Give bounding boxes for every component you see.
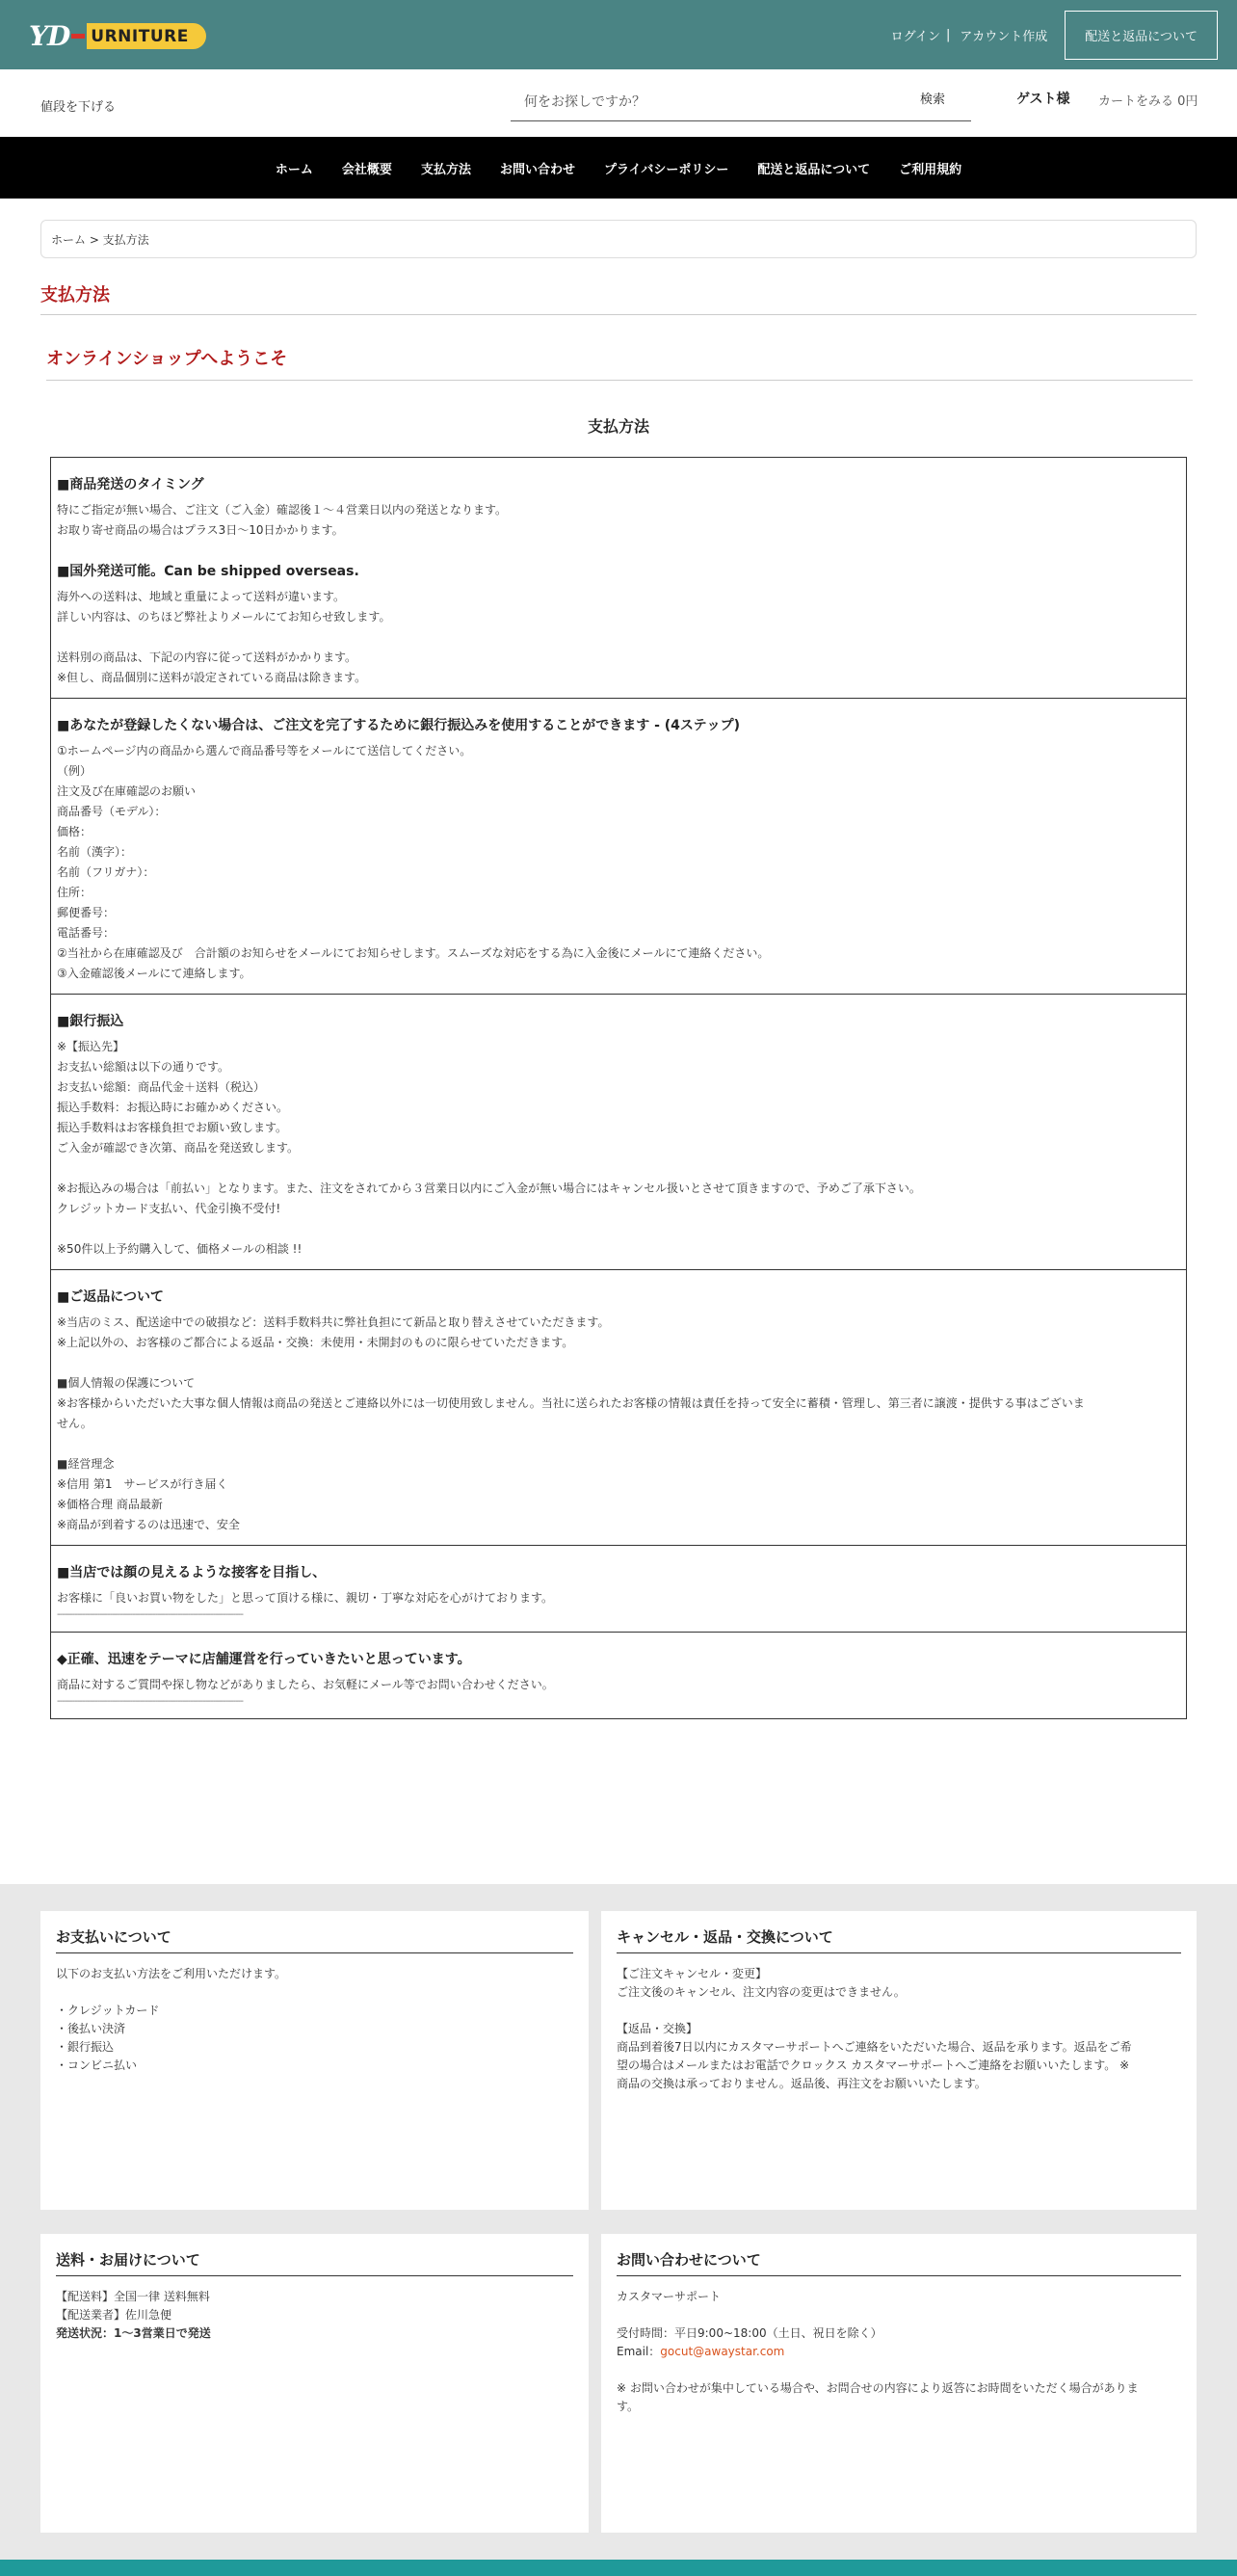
box-text: クレジットカード支払い、代金引換不受付! (57, 1202, 281, 1215)
box-text: 振込手数料：お振込時にお確かめください。 (57, 1101, 289, 1114)
shipping-timing-box (51, 458, 1186, 699)
breadcrumb[interactable]: ホーム > 支払方法 (40, 220, 1197, 258)
footer-text: ・後払い決済 (56, 2022, 126, 2035)
box-text: 住所： (57, 886, 92, 899)
box-text: 注文及び在庫確認のお願い (57, 784, 197, 798)
box-text: ※但し、商品個別に送料が設定されている商品は除きます。 (57, 671, 367, 684)
footer-text: ※ お問い合わせが集中している場合や、お問合せの内容により返答にお時間をいただく場合がありま (617, 2381, 1139, 2395)
logo-wordmark: URNITURE (87, 23, 206, 49)
spacer (56, 1983, 573, 2002)
contact-policy-box (51, 1633, 1186, 1718)
welcome-heading: オンラインショップへようこそ (46, 349, 288, 369)
search-bar-row (0, 69, 1237, 137)
spacer (617, 2361, 1181, 2379)
search-button[interactable]: 検索 (920, 89, 945, 107)
nav-contact[interactable]: お問い合わせ (499, 162, 575, 177)
footer-card-title: 送料・お届けについて (56, 2249, 573, 2276)
box-text: ご入金が確認でき次第、商品を発送致します。 (57, 1141, 300, 1155)
box-text: お支払い総額は以下の通りです。 (57, 1060, 230, 1074)
register-link[interactable]: アカウント作成 (960, 29, 1048, 44)
box-text: 名前（フリガナ）： (57, 865, 155, 879)
box-text: ※信用 第1 サービスが行き届く (57, 1477, 228, 1491)
bank-transfer-box (51, 995, 1186, 1270)
spacer (57, 1434, 1180, 1454)
payment-info-table (50, 457, 1187, 1719)
box-text: ■経営理念 (57, 1457, 115, 1471)
box-text: 送料別の商品は、下記の内容に従って送料がかかります。 (57, 651, 357, 664)
welcome-divider (46, 380, 1193, 381)
footer-text: ご注文後のキャンセル、注文内容の変更はできません。 (617, 1985, 906, 1999)
footer-text: す。 (617, 2400, 640, 2413)
footer-text: ・コンビニ払い (56, 2058, 138, 2072)
box-text: 商品に対するご質問や探し物などがありましたら、お気軽にメール等でお問い合わせください。 (57, 1678, 554, 1691)
footer-text: 以下のお支払い方法をご利用いただけます。 (56, 1967, 287, 1980)
bank-transfer-steps-box (51, 699, 1186, 995)
box-heading: ■商品発送のタイミング (57, 477, 204, 492)
box-text: お客様に「良いお買い物をした」と思って頂ける様に、親切・丁寧な対応を心がけております。 (57, 1591, 554, 1605)
box-text: 郵便番号： (57, 906, 116, 919)
price-down-link[interactable]: 値段を下げる (40, 100, 117, 115)
box-text: ■個人情報の保護について (57, 1376, 196, 1390)
nav-privacy[interactable]: プライバシーポリシー (603, 162, 729, 177)
account-links (891, 12, 1218, 58)
box-text: ※商品が到着するのは迅速で、安全 (57, 1518, 240, 1531)
nav-shipping[interactable]: 配送と返品について (757, 162, 871, 177)
box-text: （例） (57, 764, 92, 778)
box-text: 特にご指定が無い場合、ご注文（ご入金）確認後１～４営業日以内の発送となります。 (57, 503, 508, 517)
box-heading: ■当店では顔の見えるような接客を目指し、 (57, 1565, 327, 1580)
box-heading: ■ご返品について (57, 1289, 164, 1305)
email-link[interactable]: gocut@awaystar.com (660, 2345, 785, 2358)
logo-dash (71, 34, 85, 39)
cart-link[interactable]: カートをみる 0円 (1098, 94, 1198, 109)
spacer (617, 2002, 1181, 2020)
footer-text: カスタマーサポート (617, 2290, 722, 2303)
section-title: 支払方法 (587, 417, 649, 436)
footer-contact-card (601, 2234, 1197, 2533)
footer-text: 【配送業者】佐川急便 (56, 2308, 172, 2322)
returns-box (51, 1270, 1186, 1546)
footer-card-title: お支払いについて (56, 1926, 573, 1953)
spacer (57, 1219, 1180, 1239)
dashed-divider: -------------------------------------------------------------------------- (57, 1609, 244, 1620)
shipping-returns-button[interactable]: 配送と返品について (1065, 11, 1218, 60)
service-policy-box (51, 1546, 1186, 1633)
box-text: ※お振込みの場合は「前払い」となります。また、注文をされてから３営業日以内にご入金が無い場合にはキャンセル扱いとさせて頂きますので、予めご了承下さい。 (57, 1182, 921, 1195)
box-text: ※当店のミス、配送途中での破損など：送料手数料共に弊社負担にて新品と取り替えさせていただきます。 (57, 1315, 610, 1329)
footer-text: 商品の交換は承っておりません。返品後、再注文をお願いいたします。 (617, 2077, 987, 2090)
box-text: 名前（漢字）： (57, 845, 133, 859)
box-heading: ■あなたが登録したくない場合は、ご注文を完了するために銀行振込みを使用することができます - (4ステップ) (57, 718, 741, 733)
nav-terms[interactable]: ご利用規約 (899, 162, 962, 177)
search-input[interactable] (511, 83, 971, 121)
footer-text: 【ご注文キャンセル・変更】 (617, 1967, 768, 1980)
footer-text: 【配送料】全国一律 送料無料 (56, 2290, 210, 2303)
box-heading: ■国外発送可能。Can be shipped overseas. (57, 564, 359, 579)
spacer (57, 627, 1180, 648)
nav-company[interactable]: 会社概要 (341, 162, 392, 177)
box-text: せん。 (57, 1417, 92, 1430)
login-link[interactable]: ログイン (890, 29, 940, 44)
box-text: ※50件以上予約購入して、価格メールの相談 !! (57, 1242, 303, 1256)
dashed-divider: -------------------------------------------------------------------------- (57, 1696, 244, 1707)
footer-text: 受付時間：平日9:00~18:00（土日、祝日を除く） (617, 2326, 882, 2340)
spacer (57, 1158, 1180, 1179)
logo-mark: YD (29, 19, 70, 52)
spacer (57, 1353, 1180, 1373)
box-text: お支払い総額：商品代金＋送料（税込） (57, 1080, 266, 1094)
box-text: 電話番号： (57, 926, 116, 940)
box-text: ②当社から在庫確認及び 合計額のお知らせをメールにてお知らせします。スムーズな対応をする為に入金後にメールにて連絡ください。 (57, 946, 770, 960)
box-text: ※上記以外の、お客様のご都合による返品・交換：未使用・未開封のものに限らせていただきます。 (57, 1336, 574, 1349)
box-text: 詳しい内容は、のちほど弊社よりメールにてお知らせ致します。 (57, 610, 391, 624)
footer-payment-card (40, 1911, 589, 2210)
box-text: ③入金確認後メールにて連絡します。 (57, 967, 251, 980)
footer-text: ・銀行振込 (56, 2040, 115, 2054)
top-header (0, 0, 1237, 69)
footer-card-title: キャンセル・返品・交換について (617, 1926, 1181, 1953)
main-nav (0, 137, 1237, 199)
footer-text: 【返品・交換】 (617, 2022, 698, 2035)
box-text: お取り寄せ商品の場合はプラス3日～10日かかります。 (57, 523, 344, 537)
box-text: ※価格合理 商品最新 (57, 1498, 163, 1511)
footer-bottom-bar (0, 2560, 1237, 2576)
box-text: 振込手数料はお客様負担でお願い致します。 (57, 1121, 288, 1134)
footer-text: ・クレジットカード (56, 2004, 160, 2017)
title-divider (40, 314, 1197, 315)
site-logo[interactable] (29, 19, 206, 52)
footer-text: 望の場合はメールまたはお電話でクロックス カスタマーサポートへご連絡をお願いいたします。 ※ (617, 2058, 1130, 2072)
email-line (617, 2343, 1181, 2361)
box-text: 価格： (57, 825, 92, 838)
footer (0, 1884, 1237, 2576)
nav-home[interactable]: ホーム (275, 162, 313, 177)
footer-card-title: お問い合わせについて (617, 2249, 1181, 2276)
box-heading: ◆正確、迅速をテーマに店舗運営を行っていきたいと思っています。 (57, 1652, 471, 1667)
box-text: ※【振込先】 (57, 1040, 125, 1053)
nav-payment[interactable]: 支払方法 (420, 162, 471, 177)
link-separator: | (945, 27, 951, 42)
spacer (617, 2306, 1181, 2324)
box-text: ※お客様からいただいた大事な個人情報は商品の発送とご連絡以外には一切使用致しません。当社に送られたお客様の情報は責任を持って安全に蓄積・管理し、第三者に譲渡・提供する事はございま (57, 1396, 1085, 1410)
box-heading: ■銀行振込 (57, 1014, 124, 1029)
guest-user-label[interactable]: ゲスト様 (1016, 92, 1070, 107)
page-title: 支払方法 (40, 285, 110, 305)
footer-shipping-card (40, 2234, 589, 2533)
box-text: 海外への送料は、地域と重量によって送料が違います。 (57, 590, 346, 603)
box-text: 商品番号（モデル）： (57, 805, 167, 818)
email-label: Email： (617, 2345, 661, 2358)
footer-text: 商品到着後7日以内にカスタマーサポートへご連絡をいただいた場合、返品を承ります。返品をご希 (617, 2040, 1132, 2054)
footer-text: 発送状況：1～3営業日で発送 (56, 2326, 211, 2340)
box-text: ①ホームページ内の商品から選んで商品番号等をメールにて送信してください。 (57, 744, 472, 757)
footer-cancel-card (601, 1911, 1197, 2210)
